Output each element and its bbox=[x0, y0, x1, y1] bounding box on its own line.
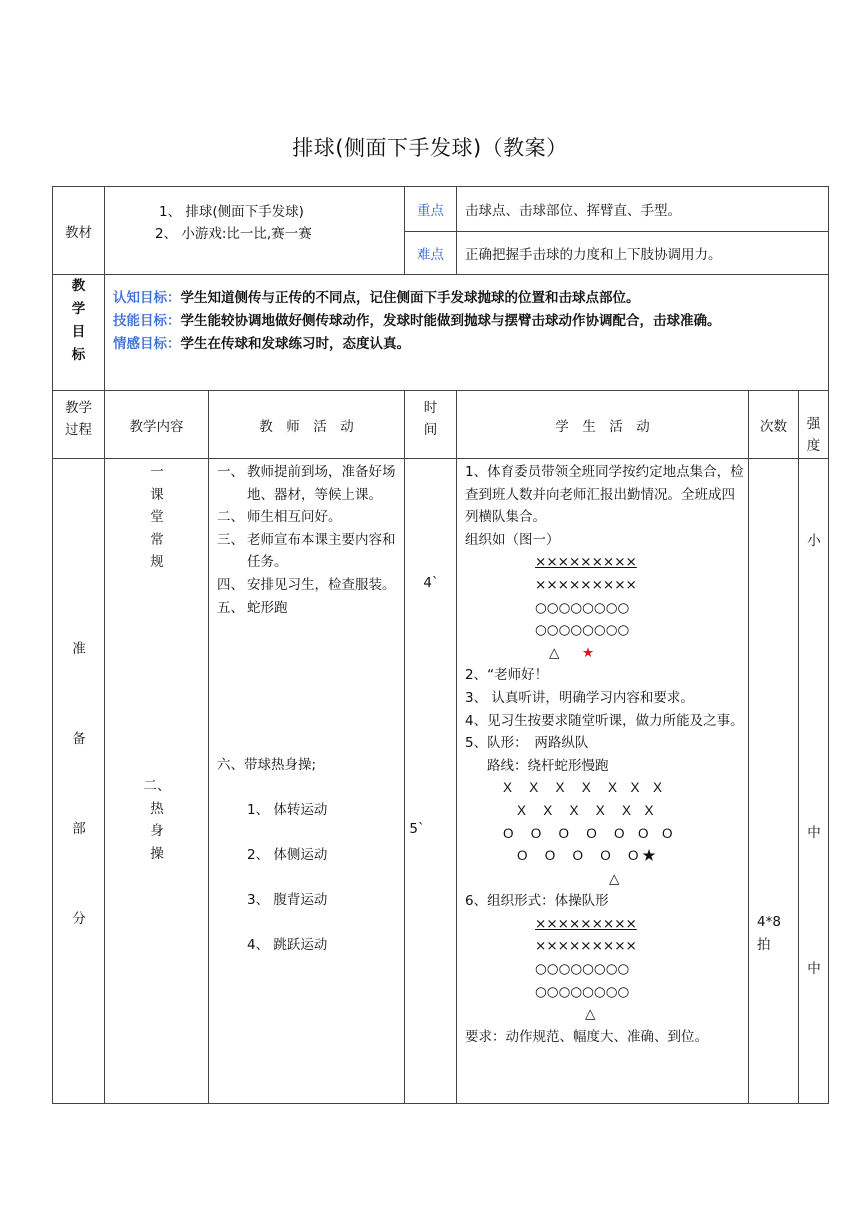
teacher-item: 五、 蛇形跑 bbox=[217, 599, 288, 616]
teacher-warmup-item: 4、 跳跃运动 bbox=[247, 937, 328, 953]
student-p1: 1、体育委员带领全班同学按约定地点集合，检查到班人数并向老师汇报出勤情况。全班成四列横队集合。 bbox=[465, 464, 744, 526]
snake-teacher-mark bbox=[465, 868, 747, 891]
section-intensity: 小 中 中 bbox=[799, 459, 829, 1104]
teacher-triangle-icon: △ bbox=[585, 1006, 596, 1023]
header-intensity: 强 度 bbox=[799, 391, 829, 459]
student-activity bbox=[457, 459, 749, 1104]
section-label: 准 备 部 分 bbox=[53, 459, 105, 1104]
header-process: 教学 过程 bbox=[53, 391, 105, 459]
teacher-triangle-icon: △ bbox=[549, 644, 560, 661]
header-count: 次数 bbox=[749, 391, 799, 459]
formation-2: ××××××××× ××××××××× ○○○○○○○○ ○○○○○○○○ bbox=[535, 915, 637, 1000]
objectives-label: 教 学 目 标 bbox=[53, 275, 105, 391]
teacher-item: 四、 安排见习生，检查服装。 bbox=[217, 576, 396, 593]
teacher-warmup-title: 六、带球热身操; bbox=[217, 757, 317, 773]
key-point-text: 击球点、击球部位、挥臂直、手型。 bbox=[457, 187, 829, 232]
header-teacher: 教 师 活 动 bbox=[209, 391, 405, 459]
objective-affective: 情感目标：学生在传球和发球练习时，态度认真。 bbox=[113, 336, 410, 352]
snake-formation: X X X X X X X X X X X X X O O O O O O O O O O O O ★ bbox=[503, 780, 673, 864]
material-item: 1、 排球(侧面下手发球) bbox=[159, 204, 304, 220]
student-org1-title: 组织如（图一） bbox=[465, 531, 560, 548]
student-p5-route: 路线：绕杆蛇形慢跑 bbox=[487, 757, 609, 774]
teacher-item: 一、 教师提前到场，准备好场地、器材，等候上课。 bbox=[217, 464, 396, 503]
header-content: 教学内容 bbox=[105, 391, 209, 459]
student-p5-title: 5、队形： 两路纵队 bbox=[465, 735, 589, 752]
red-star-icon: ★ bbox=[582, 644, 595, 661]
material-item: 2、 小游戏:比一比,赛一赛 bbox=[155, 226, 312, 242]
teacher-warmup-item: 2、 体侧运动 bbox=[247, 847, 328, 863]
teacher-item: 二、 师生相互问好。 bbox=[217, 509, 342, 526]
key-point-label: 重点 bbox=[405, 187, 457, 232]
difficulty-text: 正确把握手击球的力度和上下肢协调用力。 bbox=[457, 232, 829, 275]
student-p2: 2、“老师好！ bbox=[465, 667, 549, 684]
teacher-activity bbox=[209, 459, 405, 1104]
material-items bbox=[105, 187, 405, 275]
section-content: 一 课 堂 常 规 二、 热 身 操 bbox=[105, 459, 209, 1104]
section-count: 4*8 拍 bbox=[749, 459, 799, 1104]
black-star-icon: ★ bbox=[642, 848, 656, 864]
formation-2-mark bbox=[465, 1003, 747, 1026]
teacher-triangle-icon: △ bbox=[609, 870, 620, 887]
formation-1: ××××××××× ××××××××× ○○○○○○○○ ○○○○○○○○ bbox=[535, 554, 637, 639]
student-requirement: 要求：动作规范、幅度大、准确、到位。 bbox=[465, 1028, 709, 1045]
objective-cognitive: 认知目标：学生知道侧传与正传的不同点，记住侧面下手发球抛球的位置和击球点部位。 bbox=[113, 290, 640, 306]
lesson-plan-table bbox=[52, 186, 829, 1104]
header-student: 学 生 活 动 bbox=[457, 391, 749, 459]
student-p3: 3、 认真听讲，明确学习内容和要求。 bbox=[465, 689, 694, 706]
page-title: 排球(侧面下手发球)（教案） bbox=[292, 136, 568, 160]
objectives-content bbox=[105, 275, 829, 391]
difficulty-label: 难点 bbox=[405, 232, 457, 275]
teacher-item: 三、 老师宣布本课主要内容和任务。 bbox=[217, 531, 396, 571]
material-label: 教材 bbox=[53, 187, 105, 275]
teacher-warmup-item: 3、 腹背运动 bbox=[247, 892, 328, 908]
header-time: 时 间 bbox=[405, 391, 457, 459]
student-p6-title: 6、组织形式：体操队形 bbox=[465, 893, 609, 910]
teacher-warmup-item: 1、 体转运动 bbox=[247, 802, 328, 818]
section-time: 4` 5` bbox=[405, 459, 457, 1104]
objective-skill: 技能目标：学生能较协调地做好侧传球动作，发球时能做到抛球与摆臂击球动作协调配合，击球准确。 bbox=[113, 313, 721, 329]
formation-1-marks bbox=[465, 642, 747, 665]
student-p4: 4、见习生按要求随堂听课，做力所能及之事。 bbox=[465, 712, 744, 729]
